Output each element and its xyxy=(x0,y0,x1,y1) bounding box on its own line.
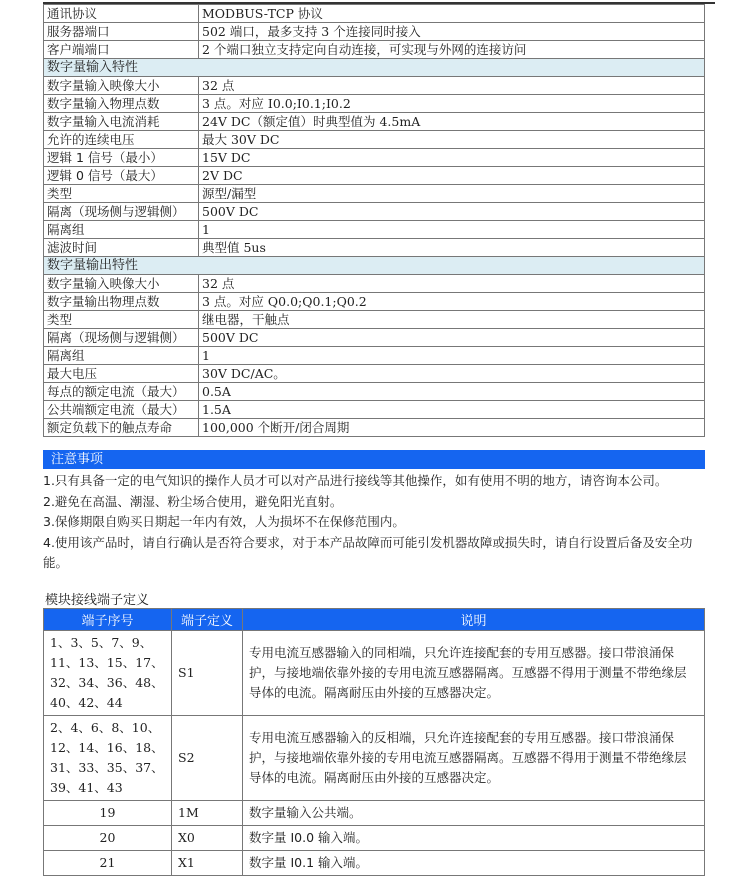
terminal-row xyxy=(44,631,705,716)
header-description: 说明 xyxy=(243,609,705,631)
notes-list xyxy=(43,471,708,574)
spec-value: 3 点。对应 Q0.0;Q0.1;Q0.2 xyxy=(199,293,705,311)
spec-key: 隔离组 xyxy=(44,221,199,239)
spec-value: 32 点 xyxy=(199,77,705,95)
spec-row xyxy=(44,275,705,293)
spec-row xyxy=(44,77,705,95)
spec-key: 最大电压 xyxy=(44,365,199,383)
header-terminal-no: 端子序号 xyxy=(44,609,172,631)
spec-key: 每点的额定电流（最大） xyxy=(44,383,199,401)
terminal-def: S2 xyxy=(172,716,243,801)
spec-table xyxy=(43,4,705,437)
spec-row xyxy=(44,293,705,311)
spec-key: 类型 xyxy=(44,311,199,329)
spec-value: 500V DC xyxy=(199,329,705,347)
note-item: 1.只有具备一定的电气知识的操作人员才可以对产品进行接线等其他操作，如有使用不明的地方，请咨询本公司。 xyxy=(43,473,668,488)
terminal-desc: 数字量 I0.0 输入端。 xyxy=(243,826,705,851)
spec-key: 公共端额定电流（最大） xyxy=(44,401,199,419)
terminal-row xyxy=(44,851,705,876)
spec-row xyxy=(44,419,705,437)
terminal-no: 19 xyxy=(44,801,172,826)
spec-value: 继电器，干触点 xyxy=(199,311,705,329)
spec-row xyxy=(44,167,705,185)
spec-key: 数字量输入映像大小 xyxy=(44,77,199,95)
section-title: 数字量输出特性 xyxy=(44,257,705,275)
terminal-row xyxy=(44,826,705,851)
spec-value: 3 点。对应 I0.0;I0.1;I0.2 xyxy=(199,95,705,113)
spec-value: 24V DC（额定值）时典型值为 4.5mA xyxy=(199,113,705,131)
spec-row xyxy=(44,239,705,257)
terminal-table xyxy=(43,608,705,876)
spec-row xyxy=(44,311,705,329)
spec-value: 源型/漏型 xyxy=(199,185,705,203)
spec-key: 隔离（现场侧与逻辑侧） xyxy=(44,329,199,347)
spec-value: 1 xyxy=(199,221,705,239)
section-title: 数字量输入特性 xyxy=(44,59,705,77)
spec-row xyxy=(44,185,705,203)
terminal-row xyxy=(44,716,705,801)
terminal-def: X1 xyxy=(172,851,243,876)
spec-value: 2V DC xyxy=(199,167,705,185)
spec-value: 2 个端口独立支持定向自动连接，可实现与外网的连接访问 xyxy=(199,41,705,59)
note-item: 2.避免在高温、潮湿、粉尘场合使用，避免阳光直射。 xyxy=(43,493,343,509)
spec-row xyxy=(44,365,705,383)
spec-key: 客户端端口 xyxy=(44,41,199,59)
terminal-def: 1M xyxy=(172,801,243,826)
terminal-table-title: 模块接线端子定义 xyxy=(45,593,150,608)
terminal-no: 2、4、6、8、10、12、14、16、18、31、33、35、37、39、41、43 xyxy=(44,716,172,801)
notes-header: 注意事项 xyxy=(43,450,705,469)
spec-key: 额定负载下的触点寿命 xyxy=(44,419,199,437)
spec-key: 类型 xyxy=(44,185,199,203)
spec-value: 502 端口，最多支持 3 个连接同时接入 xyxy=(199,23,705,41)
note-item: 3.保修期限自购买日期起一年内有效，人为损坏不在保修范围内。 xyxy=(43,514,405,529)
terminal-def: X0 xyxy=(172,826,243,851)
spec-value: 典型值 5us xyxy=(199,239,705,257)
spec-value: 最大 30V DC xyxy=(199,131,705,149)
section-row xyxy=(44,59,705,77)
spec-row xyxy=(44,329,705,347)
spec-key: 数字量输入映像大小 xyxy=(44,275,199,293)
spec-row xyxy=(44,203,705,221)
spec-row xyxy=(44,383,705,401)
spec-row xyxy=(44,95,705,113)
terminal-no: 21 xyxy=(44,851,172,876)
terminal-no: 20 xyxy=(44,826,172,851)
spec-key: 逻辑 1 信号（最小） xyxy=(44,149,199,167)
spec-key: 隔离（现场侧与逻辑侧） xyxy=(44,203,199,221)
spec-value: 0.5A xyxy=(199,383,705,401)
terminal-desc: 数字量输入公共端。 xyxy=(243,801,705,826)
spec-key: 允许的连续电压 xyxy=(44,131,199,149)
spec-value: MODBUS-TCP 协议 xyxy=(199,5,705,23)
spec-row xyxy=(44,131,705,149)
spec-value: 500V DC xyxy=(199,203,705,221)
spec-row xyxy=(44,113,705,131)
spec-value: 15V DC xyxy=(199,149,705,167)
spec-row xyxy=(44,41,705,59)
spec-row xyxy=(44,5,705,23)
spec-value: 30V DC/AC。 xyxy=(199,365,705,383)
spec-key: 数字量输入电流消耗 xyxy=(44,113,199,131)
spec-row xyxy=(44,149,705,167)
spec-value: 1.5A xyxy=(199,401,705,419)
spec-key: 隔离组 xyxy=(44,347,199,365)
terminal-desc: 专用电流互感器输入的同相端，只允许连接配套的专用互感器。接口带浪涌保护，与接地端依靠外接的专用电流互感器隔离。互感器不得用于测量不带绝缘层导体的电流。隔离耐压由外接的互感器决定。 xyxy=(243,631,705,716)
spec-row xyxy=(44,23,705,41)
terminal-desc: 数字量 I0.1 输入端。 xyxy=(243,851,705,876)
terminal-def: S1 xyxy=(172,631,243,716)
spec-key: 服务器端口 xyxy=(44,23,199,41)
spec-row xyxy=(44,221,705,239)
spec-key: 数字量输出物理点数 xyxy=(44,293,199,311)
spec-row xyxy=(44,347,705,365)
terminal-no: 1、3、5、7、9、11、13、15、17、32、34、36、48、40、42、44 xyxy=(44,631,172,716)
terminal-row xyxy=(44,801,705,826)
spec-value: 100,000 个断开/闭合周期 xyxy=(199,419,705,437)
section-row xyxy=(44,257,705,275)
spec-value: 32 点 xyxy=(199,275,705,293)
note-item: 4.使用该产品时，请自行确认是否符合要求，对于本产品故障而可能引发机器故障或损失时，请自行设置后备及安全功能。 xyxy=(43,534,693,570)
spec-key: 滤波时间 xyxy=(44,239,199,257)
spec-key: 通讯协议 xyxy=(44,5,199,23)
header-terminal-def: 端子定义 xyxy=(172,609,243,631)
spec-key: 逻辑 0 信号（最大） xyxy=(44,167,199,185)
spec-key: 数字量输入物理点数 xyxy=(44,95,199,113)
spec-value: 1 xyxy=(199,347,705,365)
terminal-desc: 专用电流互感器输入的反相端，只允许连接配套的专用互感器。接口带浪涌保护，与接地端依靠外接的专用电流互感器隔离。互感器不得用于测量不带绝缘层导体的电流。隔离耐压由外接的互感器决定。 xyxy=(243,716,705,801)
spec-row xyxy=(44,401,705,419)
